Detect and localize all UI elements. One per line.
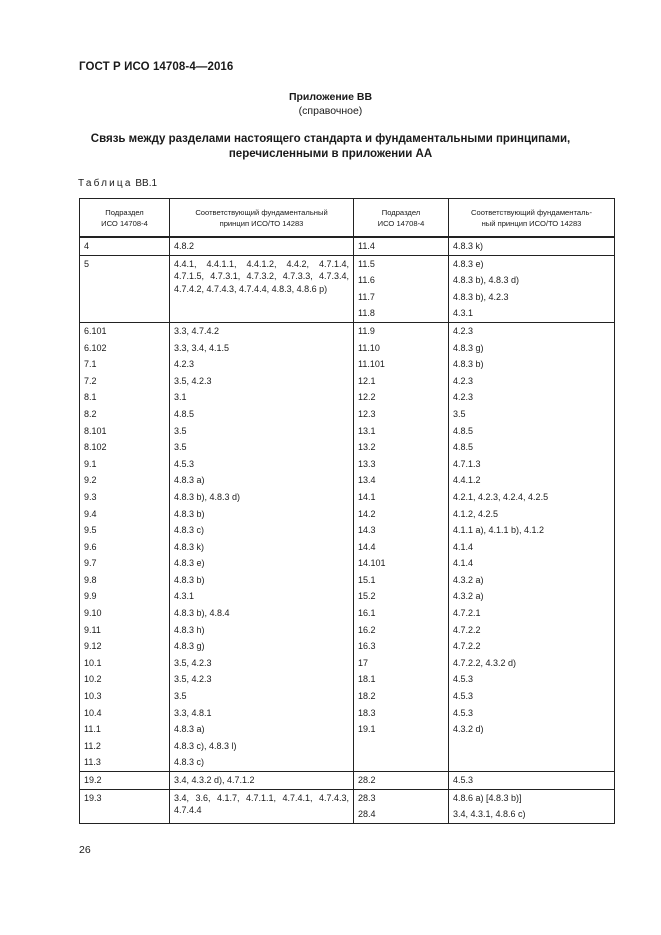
principle-cell: 4.8.5 xyxy=(453,425,474,436)
subclause-cell: 11.101 xyxy=(358,359,385,370)
principle-cell: 4.8.3 b) xyxy=(174,508,205,519)
principle-cell: 4.7.2.2, 4.3.2 d) xyxy=(453,657,517,668)
subclause-cell: 11.6 xyxy=(358,275,375,286)
subclause-cell: 16.1 xyxy=(358,608,376,619)
subclause-cell: 9.1 xyxy=(84,458,97,469)
principle-cell: 4.8.5 xyxy=(174,408,195,419)
subclause-cell: 10.3 xyxy=(84,691,102,702)
block4-left-subclause: 19.2 xyxy=(80,772,170,790)
subclause-cell: 12.1 xyxy=(358,375,376,386)
table-row xyxy=(80,322,615,771)
block4-right-subclause: 28.2 xyxy=(354,772,449,790)
header-subclause-left: Подраздел ИСО 14708-4 xyxy=(80,199,170,238)
principle-cell: 3.3, 4.7.4.2 xyxy=(174,325,220,336)
principle-cell: 4.3.2 a) xyxy=(453,574,484,585)
subclause-cell: 11.2 xyxy=(84,740,101,751)
principle-cell: 4.1.1 a), 4.1.1 b), 4.1.2 xyxy=(453,525,545,536)
principle-cell: 4.5.3 xyxy=(453,691,474,702)
principle-cell: 4.8.3 h) xyxy=(174,624,205,635)
subclause-cell: 14.3 xyxy=(358,525,376,536)
principle-cell: 4.8.5 xyxy=(453,442,474,453)
principle-cell: 4.3.1 xyxy=(453,308,474,319)
subclause-cell: 11.9 xyxy=(358,325,375,336)
header-subclause-right: Подраздел ИСО 14708-4 xyxy=(354,199,449,238)
subclause-cell: 19.1 xyxy=(358,724,376,735)
principle-cell: 4.7.2.1 xyxy=(453,608,481,619)
subclause-cell: 9.6 xyxy=(84,541,97,552)
block1-right-principle: 4.8.3 k) xyxy=(449,237,615,255)
subclause-cell: 14.101 xyxy=(358,558,386,569)
subclause-cell: 15.2 xyxy=(358,591,376,602)
subclause-cell: 11.7 xyxy=(358,291,375,302)
principle-cell: 4.3.1 xyxy=(174,591,195,602)
subclause-cell: 9.3 xyxy=(84,491,97,502)
principle-cell: 4.3.2 d) xyxy=(453,724,484,735)
principle-cell: 3.5 xyxy=(174,442,187,453)
principle-cell: 4.2.3 xyxy=(174,359,195,370)
subclause-cell: 28.3 xyxy=(358,792,376,803)
principle-cell: 4.8.3 c) xyxy=(174,525,205,536)
block2-left-subclause: 5 xyxy=(80,255,170,322)
subclause-cell: 9.9 xyxy=(84,591,97,602)
principle-cell: 4.8.3 e) xyxy=(174,558,205,569)
principle-cell: 4.3.2 a) xyxy=(453,591,484,602)
subclause-cell: 8.101 xyxy=(84,425,107,436)
principle-cell: 4.1.4 xyxy=(453,541,474,552)
principle-cell: 4.8.3 g) xyxy=(453,342,484,353)
annex-heading-line-1: Связь между разделами настоящего стандарта и фундаментальными принципами, xyxy=(90,133,571,145)
correspondence-table xyxy=(79,198,615,824)
principle-cell: 4.1.2, 4.2.5 xyxy=(453,508,499,519)
principle-cell: 4.8.3 c), 4.8.3 l) xyxy=(174,740,237,751)
subclause-cell: 8.2 xyxy=(84,408,97,419)
principle-cell: 4.8.6 a) [4.8.3 b)] xyxy=(453,792,522,803)
annex-heading-line-2: перечисленными в приложении АА xyxy=(228,148,433,160)
principle-cell: 4.2.3 xyxy=(453,325,474,336)
principle-cell: 4.8.3 k) xyxy=(174,541,205,552)
principle-cell: 3.5, 4.2.3 xyxy=(174,657,212,668)
principle-cell: 3.3, 3.4, 4.1.5 xyxy=(174,342,230,353)
principle-cell: 4.8.3 a) xyxy=(174,724,205,735)
principle-cell: 4.8.3 c) xyxy=(174,757,205,768)
subclause-cell: 8.1 xyxy=(84,392,97,403)
principle-cell: 4.8.3 a) xyxy=(174,475,205,486)
principle-cell: 4.8.3 b) xyxy=(453,359,484,370)
subclause-cell: 10.2 xyxy=(84,674,102,685)
block3-right-principle xyxy=(449,322,615,771)
block2-left-principle: 4.4.1, 4.4.1.1, 4.4.1.2, 4.4.2, 4.7.1.4, 4.7.1.5, 4.7.3.1, 4.7.3.2, 4.7.3.3, 4.7.3.4, 4.7.4.2, 4.7.4.3, 4.7.4.4, 4.8.3, 4.8.6 p) xyxy=(170,255,354,322)
principle-cell: 4.7.1.3 xyxy=(453,458,481,469)
principle-cell: 3.1 xyxy=(174,392,187,403)
table-row xyxy=(80,255,615,322)
principle-cell: 4.8.3 g) xyxy=(174,641,205,652)
principle-cell: 4.8.3 b), 4.8.4 xyxy=(174,608,230,619)
subclause-cell: 9.5 xyxy=(84,525,97,536)
subclause-cell: 6.102 xyxy=(84,342,107,353)
principle-cell: 3.5 xyxy=(453,408,466,419)
subclause-cell: 16.3 xyxy=(358,641,376,652)
principle-cell: 4.2.3 xyxy=(453,392,474,403)
subclause-cell: 11.3 xyxy=(84,757,101,768)
subclause-cell: 18.1 xyxy=(358,674,376,685)
subclause-cell: 14.4 xyxy=(358,541,376,552)
table-row xyxy=(80,789,615,823)
principle-cell: 3.3, 4.8.1 xyxy=(174,707,212,718)
header-principle-right: Соответствующий фундаменталь- ный принцип ИСО/ТО 14283 xyxy=(449,199,615,238)
principle-cell: 4.7.2.2 xyxy=(453,624,481,635)
principle-cell: 4.7.2.2 xyxy=(453,641,481,652)
block2-right-subclause xyxy=(354,255,449,322)
block1-left-subclause: 4 xyxy=(80,237,170,255)
subclause-cell: 9.11 xyxy=(84,624,101,635)
subclause-cell: 14.2 xyxy=(358,508,376,519)
principle-cell: 4.1.4 xyxy=(453,558,474,569)
page-number: 26 xyxy=(79,844,91,856)
block5-left-subclause: 19.3 xyxy=(80,789,170,823)
principle-cell: 4.8.3 b), 4.8.3 d) xyxy=(453,275,520,286)
annex-subtitle: (справочное) xyxy=(298,105,363,117)
block3-left-principle xyxy=(170,322,354,771)
block3-left-subclause xyxy=(80,322,170,771)
principle-cell: 4.2.1, 4.2.3, 4.2.4, 4.2.5 xyxy=(453,491,549,502)
subclause-cell: 12.2 xyxy=(358,392,376,403)
block2-right-principle xyxy=(449,255,615,322)
block4-left-principle: 3.4, 4.3.2 d), 4.7.1.2 xyxy=(170,772,354,790)
block5-left-principle: 3.4, 3.6, 4.1.7, 4.7.1.1, 4.7.4.1, 4.7.4.3, 4.7.4.4 xyxy=(170,789,354,823)
principle-cell: 4.8.3 e) xyxy=(453,258,484,269)
subclause-cell: 15.1 xyxy=(358,574,376,585)
subclause-cell: 18.3 xyxy=(358,707,376,718)
table-header-row xyxy=(80,199,615,238)
table-caption-word: Таблица xyxy=(78,178,133,189)
block5-right-subclause xyxy=(354,789,449,823)
block1-right-subclause: 11.4 xyxy=(354,237,449,255)
subclause-cell: 13.3 xyxy=(358,458,376,469)
subclause-cell: 9.8 xyxy=(84,574,97,585)
document-header: ГОСТ Р ИСО 14708-4—2016 xyxy=(79,61,234,73)
subclause-cell: 9.7 xyxy=(84,558,97,569)
subclause-cell: 18.2 xyxy=(358,691,376,702)
principle-cell: 4.2.3 xyxy=(453,375,474,386)
block1-left-principle: 4.8.2 xyxy=(170,237,354,255)
principle-cell: 3.5, 4.2.3 xyxy=(174,674,212,685)
subclause-cell: 7.2 xyxy=(84,375,97,386)
subclause-cell: 8.102 xyxy=(84,442,107,453)
principle-cell: 4.8.3 b) xyxy=(174,574,205,585)
header-principle-left: Соответствующий фундаментальный принцип ИСО/ТО 14283 xyxy=(170,199,354,238)
block5-right-principle xyxy=(449,789,615,823)
subclause-cell: 28.4 xyxy=(358,809,376,820)
subclause-cell: 10.1 xyxy=(84,657,102,668)
table-row xyxy=(80,772,615,790)
subclause-cell: 6.101 xyxy=(84,325,107,336)
subclause-cell: 11.5 xyxy=(358,258,375,269)
subclause-cell: 9.12 xyxy=(84,641,102,652)
subclause-cell: 9.4 xyxy=(84,508,97,519)
principle-cell: 3.5 xyxy=(174,691,187,702)
subclause-cell: 7.1 xyxy=(84,359,97,370)
subclause-cell: 11.8 xyxy=(358,308,375,319)
subclause-cell: 17 xyxy=(358,657,369,668)
principle-cell: 4.5.3 xyxy=(174,458,195,469)
subclause-cell: 13.4 xyxy=(358,475,376,486)
principle-cell: 4.5.3 xyxy=(453,707,474,718)
annex-title: Приложение ВВ xyxy=(288,91,373,103)
subclause-cell: 10.4 xyxy=(84,707,102,718)
principle-cell: 3.4, 4.3.1, 4.8.6 c) xyxy=(453,809,526,820)
block4-right-principle: 4.5.3 xyxy=(449,772,615,790)
block3-right-subclause xyxy=(354,322,449,771)
subclause-cell: 13.2 xyxy=(358,442,376,453)
subclause-cell: 11.1 xyxy=(84,724,101,735)
subclause-cell: 13.1 xyxy=(358,425,376,436)
subclause-cell: 14.1 xyxy=(358,491,376,502)
principle-cell: 3.5 xyxy=(174,425,187,436)
table-row xyxy=(80,237,615,255)
table-caption-id: ВВ.1 xyxy=(135,178,158,189)
table-caption xyxy=(78,178,157,189)
subclause-cell: 11.10 xyxy=(358,342,380,353)
principle-cell: 4.4.1.2 xyxy=(453,475,481,486)
subclause-cell: 12.3 xyxy=(358,408,376,419)
subclause-cell: 9.2 xyxy=(84,475,97,486)
principle-cell: 4.5.3 xyxy=(453,674,474,685)
principle-cell: 4.8.3 b), 4.8.3 d) xyxy=(174,491,241,502)
subclause-cell: 9.10 xyxy=(84,608,102,619)
principle-cell: 4.8.3 b), 4.2.3 xyxy=(453,291,509,302)
principle-cell: 3.5, 4.2.3 xyxy=(174,375,212,386)
subclause-cell: 16.2 xyxy=(358,624,376,635)
